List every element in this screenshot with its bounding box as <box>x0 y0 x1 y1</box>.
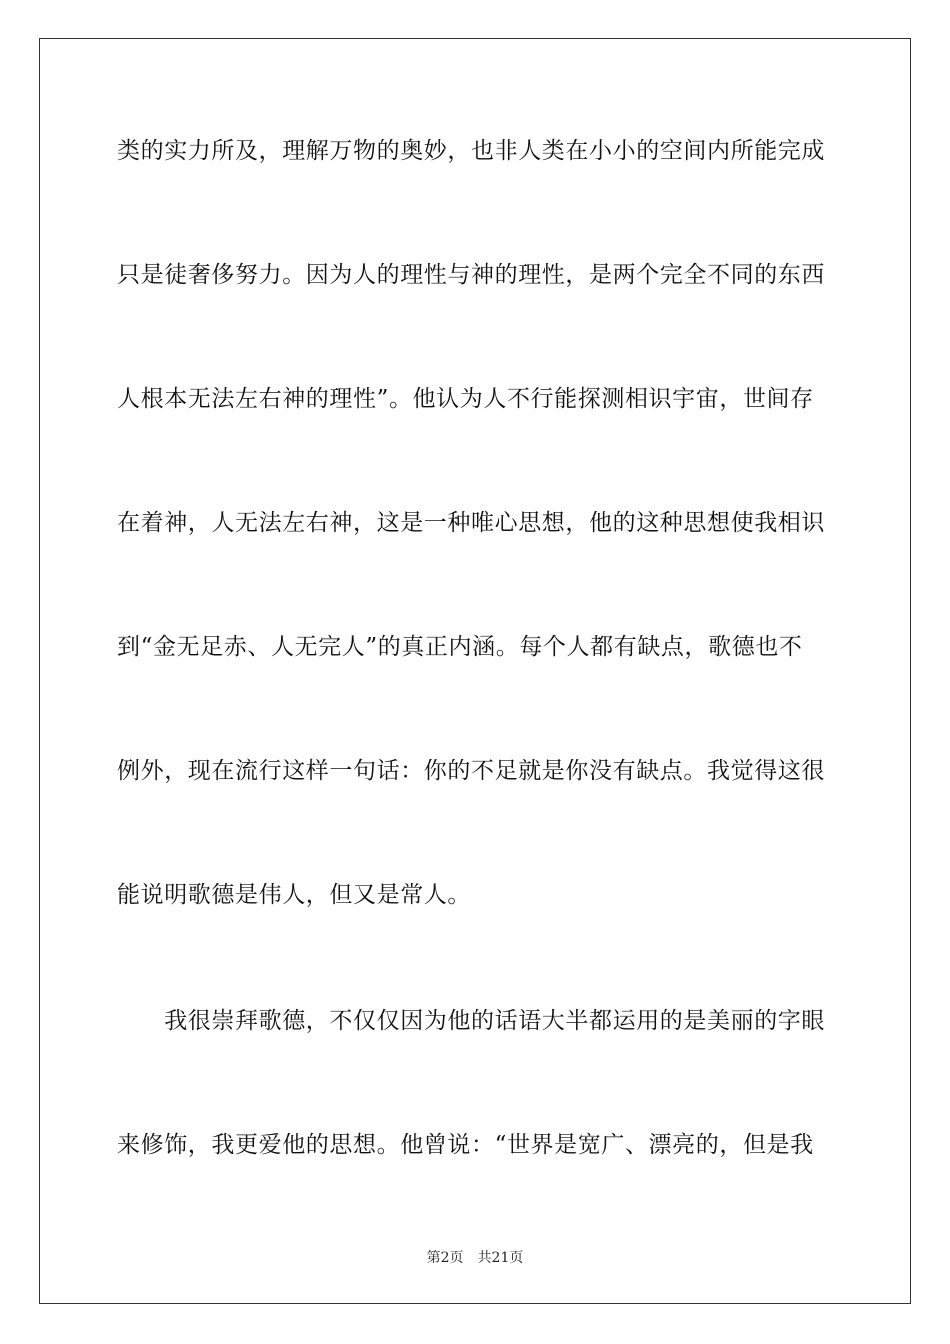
total-pages: 共21页 <box>477 1250 524 1266</box>
text-line: 来修饰，我更爱他的思想。他曾说：“世界是宽广、漂亮的，但是我 <box>117 1132 814 1158</box>
text-line: 到“金无足赤、人无完人”的真正内涵。每个人都有缺点，歌德也不 <box>117 634 803 660</box>
text-line: 能说明歌德是伟人，但又是常人。 <box>117 882 471 908</box>
page-border <box>39 38 911 1304</box>
page-footer <box>0 1249 950 1267</box>
text-line: 例外，现在流行这样一句话：你的不足就是你没有缺点。我觉得这很 <box>117 758 825 784</box>
text-line: 人根本无法左右神的理性”。他认为人不行能探测相识宇宙，世间存 <box>117 386 814 412</box>
text-line: 在着神，人无法左右神，这是一种唯心思想，他的这种思想使我相识 <box>117 510 825 536</box>
text-line: 只是徒奢侈努力。因为人的理性与神的理性，是两个完全不同的东西 <box>117 262 825 288</box>
page-number: 第2页 <box>426 1250 464 1266</box>
text-line: 我很崇拜歌德，不仅仅因为他的话语大半都运用的是美丽的字眼 <box>117 1008 825 1034</box>
text-line: 类的实力所及，理解万物的奥妙，也非人类在小小的空间内所能完成 <box>117 138 825 164</box>
